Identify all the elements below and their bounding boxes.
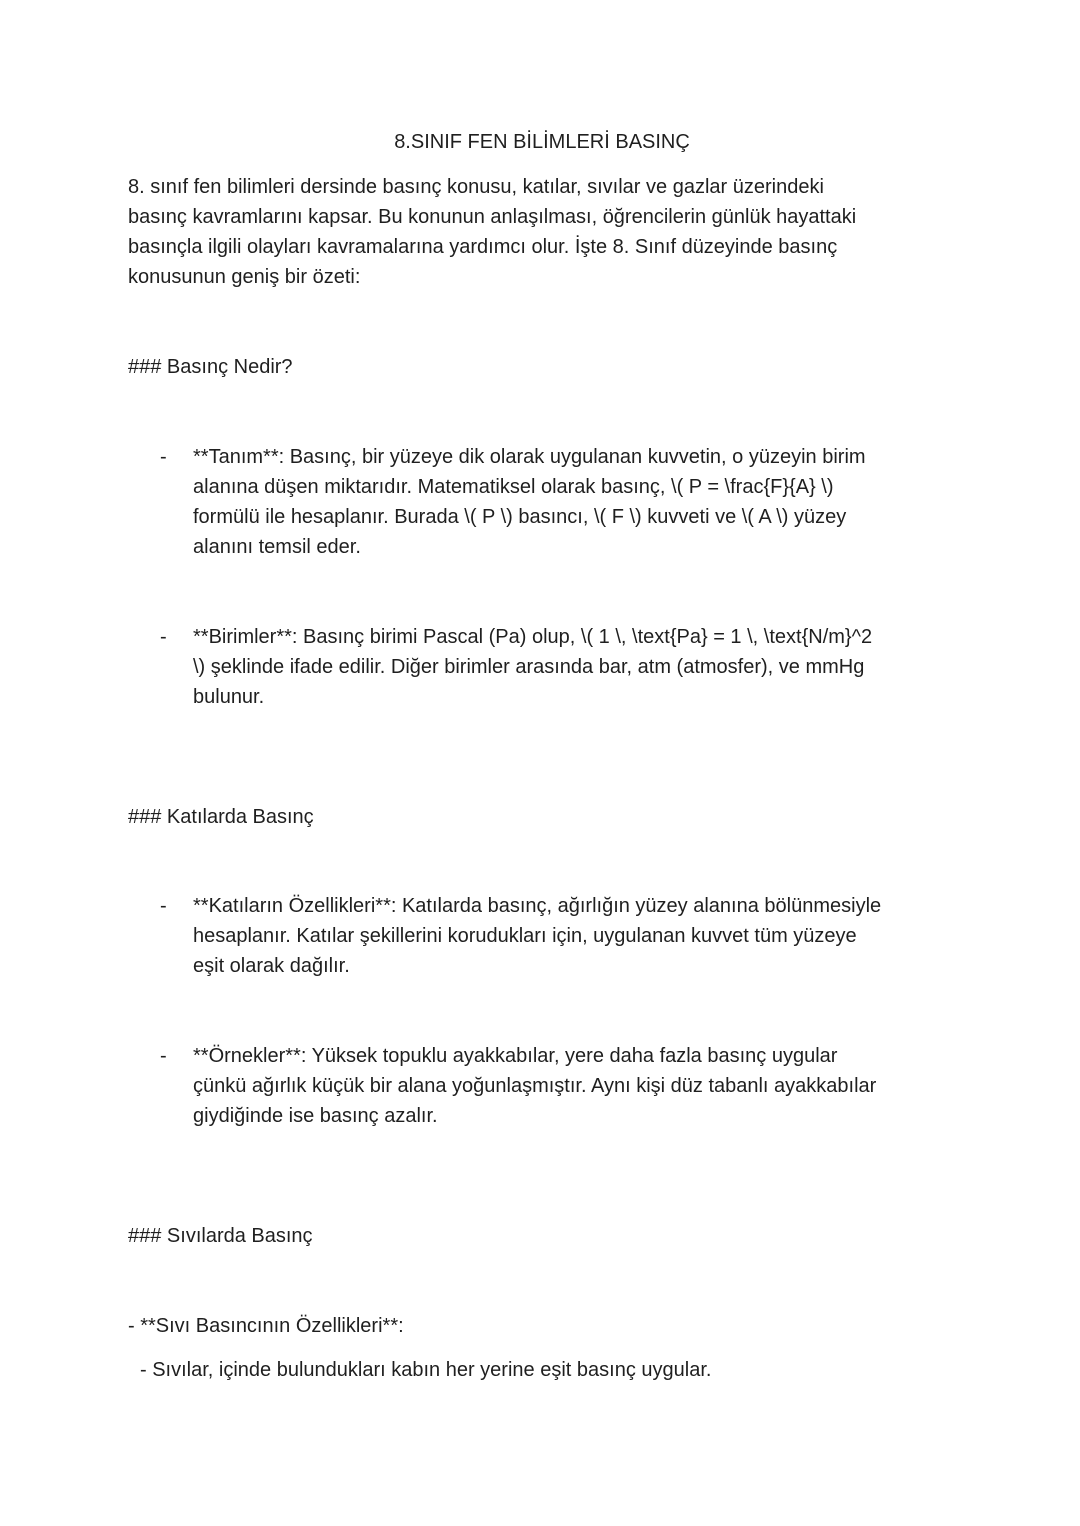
text-line: **Tanım**: Basınç, bir yüzeye dik olarak uygulanan kuvvetin, o yüzeyin birim xyxy=(193,446,866,468)
bullet-marker: - xyxy=(160,1045,167,1067)
text-line: basınçla ilgili olayları kavramalarına yardımcı olur. İşte 8. Sınıf düzeyinde basınç xyxy=(128,236,838,258)
bullet-marker: - xyxy=(160,626,167,648)
text-line: hesaplanır. Katılar şekillerini korudukları için, uygulanan kuvvet tüm yüzeye xyxy=(193,925,857,947)
list-subitem: - Sıvılar, içinde bulundukları kabın her yerine eşit basınç uygular. xyxy=(140,1359,712,1381)
section-heading-sivilarda-basinc: ### Sıvılarda Basınç xyxy=(128,1225,313,1247)
text-line: bulunur. xyxy=(193,686,265,708)
text-line: \) şeklinde ifade edilir. Diğer birimler arasında bar, atm (atmosfer), ve mmHg xyxy=(193,656,865,678)
text-line: çünkü ağırlık küçük bir alana yoğunlaşmıştır. Aynı kişi düz tabanlı ayakkabılar xyxy=(193,1075,877,1097)
text-line: formülü ile hesaplanır. Burada \( P \) basıncı, \( F \) kuvveti ve \( A \) yüzey xyxy=(193,506,847,528)
bullet-text xyxy=(193,442,866,562)
section-heading-basinc-nedir: ### Basınç Nedir? xyxy=(128,356,293,378)
text-line: **Birimler**: Basınç birimi Pascal (Pa) olup, \( 1 \, \text{Pa} = 1 \, \text{N/m}^2 xyxy=(193,626,873,648)
document-title: 8.SINIF FEN BİLİMLERİ BASINÇ xyxy=(394,131,690,153)
text-line: **Katıların Özellikleri**: Katılarda basınç, ağırlığın yüzey alanına bölünmesiyle xyxy=(193,895,882,917)
list-item-sivi-basinci-ozellikleri: - **Sıvı Basıncının Özellikleri**: xyxy=(128,1315,404,1337)
text-line: 8. sınıf fen bilimleri dersinde basınç konusu, katılar, sıvılar ve gazlar üzerindeki xyxy=(128,176,824,198)
text-line: alanını temsil eder. xyxy=(193,536,361,558)
bullet-marker: - xyxy=(160,446,167,468)
text-line: eşit olarak dağılır. xyxy=(193,955,350,977)
bullet-text xyxy=(193,1041,876,1131)
text-line: **Örnekler**: Yüksek topuklu ayakkabılar, yere daha fazla basınç uygular xyxy=(193,1045,838,1067)
section-heading-katilarda-basinc: ### Katılarda Basınç xyxy=(128,806,314,828)
bullet-text xyxy=(193,891,881,981)
text-line: giydiğinde ise basınç azalır. xyxy=(193,1105,438,1127)
text-line: konusunun geniş bir özeti: xyxy=(128,266,361,288)
text-line: alanına düşen miktarıdır. Matematiksel olarak basınç, \( P = \frac{F}{A} \) xyxy=(193,476,834,498)
bullet-marker: - xyxy=(160,895,167,917)
intro-paragraph xyxy=(128,172,856,292)
bullet-text xyxy=(193,622,872,712)
text-line: basınç kavramlarını kapsar. Bu konunun anlaşılması, öğrencilerin günlük hayattaki xyxy=(128,206,857,228)
